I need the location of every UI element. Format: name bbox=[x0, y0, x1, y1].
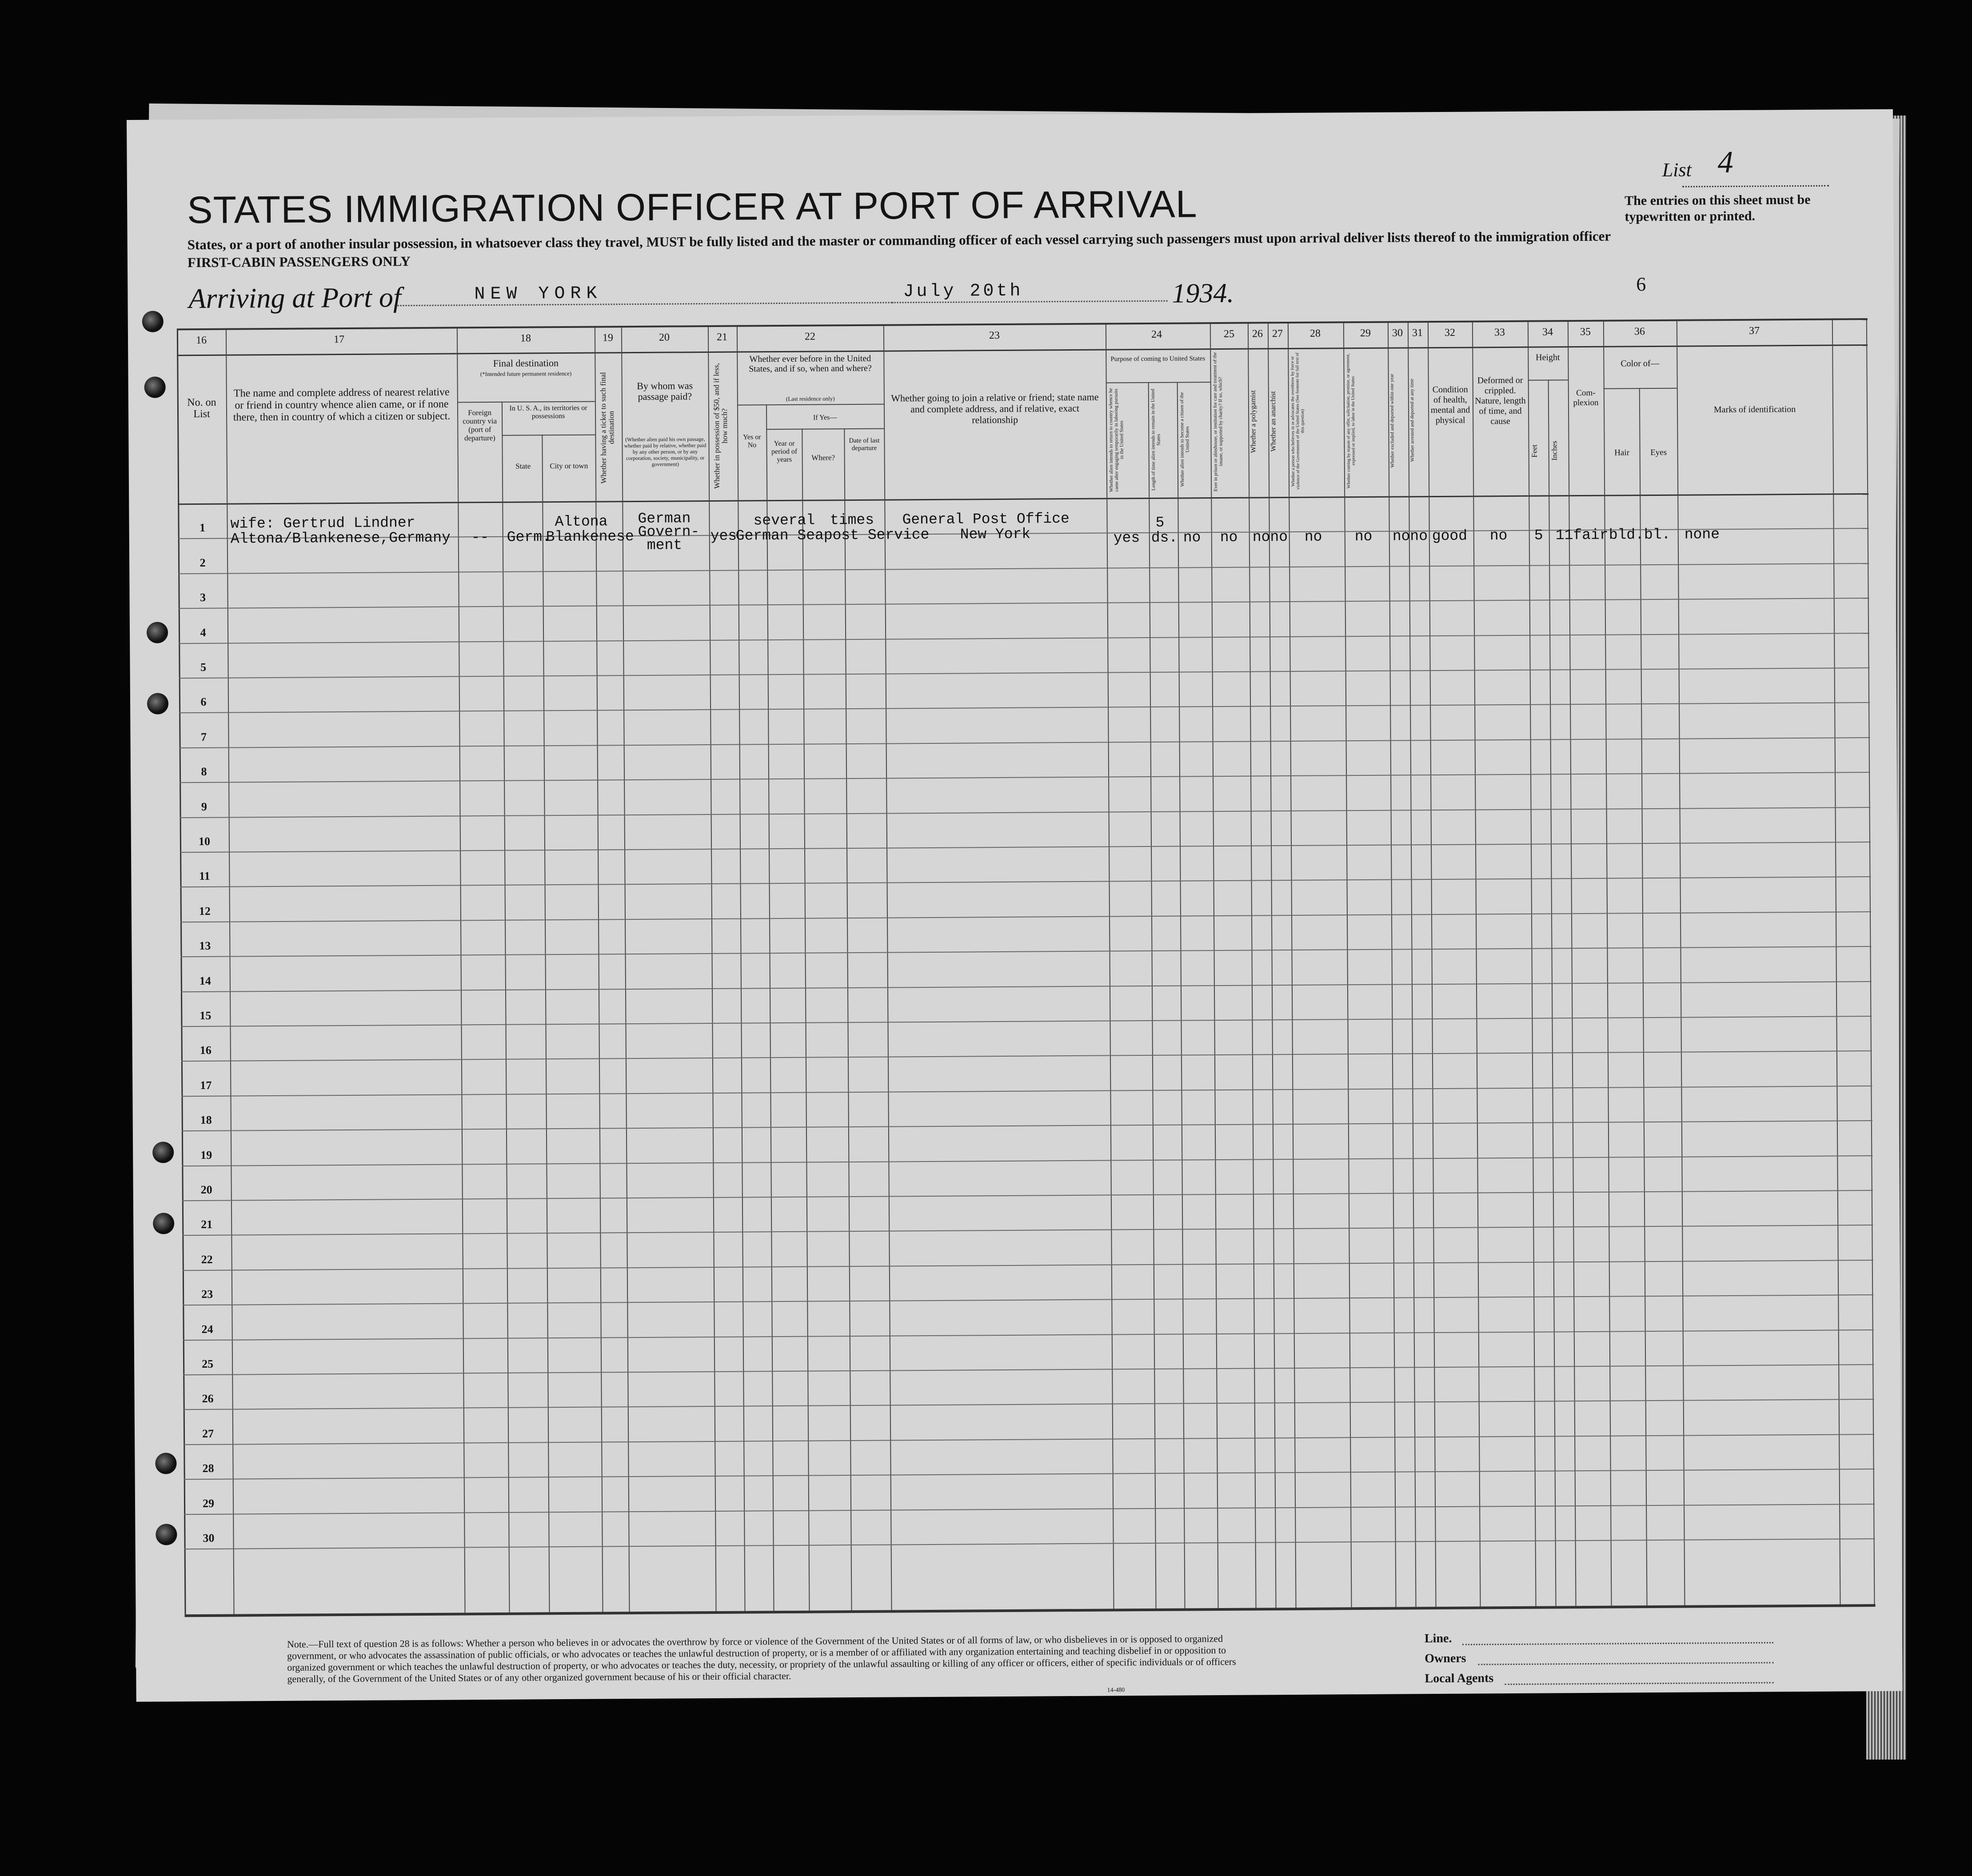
table-row-rule bbox=[180, 911, 1871, 922]
row-number: 27 bbox=[202, 1427, 214, 1440]
table-row-rule bbox=[181, 1050, 1872, 1062]
port-value: NEW YORK bbox=[474, 283, 603, 305]
col-num: 25 bbox=[1223, 328, 1235, 340]
col-line bbox=[1408, 323, 1417, 1607]
col-num: 18 bbox=[520, 332, 531, 344]
col-line bbox=[1677, 321, 1685, 1605]
col-header-date-departure: Date of last departure bbox=[849, 437, 880, 452]
col-header-q28: Whether a person who believes in or advocates the overthrow by force or violence of the Government of the United States (See footnote for full text of this question) bbox=[1290, 352, 1305, 490]
entry-foreign-via: -- bbox=[471, 529, 489, 546]
entry-city-line-2: Blankenese bbox=[546, 528, 634, 546]
col-num: 19 bbox=[602, 332, 614, 344]
col-num: 27 bbox=[1272, 328, 1283, 340]
entry-length-line-1: 5 bbox=[1155, 514, 1165, 531]
entry-q29: no bbox=[1354, 528, 1373, 545]
table-row-rule bbox=[184, 1538, 1875, 1549]
row-number: 16 bbox=[200, 1044, 212, 1057]
entry-paid-line-2: Govern- bbox=[638, 523, 700, 540]
manifest-table bbox=[177, 318, 1876, 1617]
col-header-relative: The name and complete address of nearest relative or friend in country whence alien came, or if none there, then in country of which a citizen or subject. bbox=[233, 386, 451, 423]
line-rule bbox=[1462, 1642, 1773, 1645]
entry-relative-line-1: wife: Gertrud Lindner bbox=[230, 515, 415, 532]
entry-marks: none bbox=[1684, 526, 1720, 543]
form-number: 14-480 bbox=[1107, 1687, 1125, 1694]
list-number: 4 bbox=[1717, 145, 1733, 180]
local-agents-label: Local Agents bbox=[1425, 1671, 1494, 1686]
row-number: 21 bbox=[201, 1218, 213, 1231]
col-header-prison: Ever in prison or almshouse, or institution for care and treatment of the insane, or supported by charity? If so, which? bbox=[1212, 352, 1224, 491]
col-header-yes-no: Yes or No bbox=[743, 433, 761, 449]
col-header-no-on-list: No. on List bbox=[187, 396, 216, 420]
intro-line-2: FIRST-CABIN PASSENGERS ONLY bbox=[187, 253, 411, 271]
table-row-rule bbox=[183, 1364, 1874, 1375]
entry-q30-31: nono bbox=[1392, 528, 1428, 545]
col-header-anarchist: Whether an anarchist bbox=[1269, 391, 1277, 452]
col-line bbox=[502, 402, 510, 1613]
row-number: 20 bbox=[200, 1183, 212, 1197]
entry-relative-line-2: Altona/Blankenese,Germany bbox=[230, 529, 451, 547]
col-line bbox=[1210, 324, 1219, 1608]
col-line bbox=[1268, 323, 1277, 1608]
row-number: 9 bbox=[201, 800, 208, 813]
table-row-rule bbox=[181, 1016, 1872, 1027]
entries-note: The entries on this sheet must be typewritten or printed. bbox=[1625, 192, 1811, 224]
row-number: 14 bbox=[199, 974, 211, 987]
col-header-passage-paid: By whom was passage paid? bbox=[637, 380, 693, 402]
col-header-inches: Inches bbox=[1550, 441, 1559, 461]
table-row-rule bbox=[182, 1120, 1872, 1131]
table-row-rule bbox=[184, 1434, 1874, 1445]
col-header-ever-before: Whether ever before in the United States, and if so, when and where? bbox=[749, 353, 872, 374]
col-num: 31 bbox=[1412, 327, 1423, 339]
col-line bbox=[1832, 320, 1841, 1605]
col-header-year-period: Year or period of years bbox=[771, 439, 798, 464]
entry-before-line-2: German Seapost Service bbox=[735, 526, 930, 544]
owners-rule bbox=[1478, 1662, 1773, 1665]
page-number: 6 bbox=[1636, 273, 1646, 295]
col-header-deformed: Deformed or crippled. Nature, length of time, and cause bbox=[1475, 375, 1526, 427]
row-number: 6 bbox=[200, 695, 207, 709]
entry-before-line-1: several times bbox=[753, 511, 874, 529]
col-header-excluded: Whether excluded and deported within one year bbox=[1389, 373, 1395, 468]
entry-q28: no bbox=[1304, 528, 1322, 545]
table-row-rule bbox=[179, 702, 1870, 713]
table-row-rule bbox=[182, 1225, 1873, 1236]
arriving-label: Arriving at Port of bbox=[188, 281, 401, 315]
col-line bbox=[457, 328, 466, 1613]
header-rule bbox=[178, 493, 1868, 505]
col-header-final-destination-sub: (*Intended future permanent residence) bbox=[480, 370, 572, 378]
row-number: 24 bbox=[201, 1322, 213, 1336]
table-row-rule bbox=[183, 1260, 1873, 1271]
col-num: 36 bbox=[1634, 326, 1645, 338]
col-header-health: Condition of health, mental and physical bbox=[1430, 384, 1470, 426]
row-number: 8 bbox=[201, 765, 207, 778]
entry-paid-line-1: German bbox=[638, 510, 691, 527]
col-line bbox=[1472, 323, 1481, 1607]
row-number: 17 bbox=[200, 1078, 212, 1092]
entry-paid-line-3: ment bbox=[647, 537, 683, 554]
col-num: 16 bbox=[196, 334, 207, 347]
date-value: July 20th bbox=[903, 281, 1023, 302]
row-number: 19 bbox=[200, 1148, 212, 1162]
row-number: 18 bbox=[200, 1114, 212, 1127]
col-header-purpose-length: Length of time alien intends to remain in the United States bbox=[1150, 389, 1162, 491]
row-number: 12 bbox=[199, 904, 211, 918]
col-header-final-destination: Final destination bbox=[493, 357, 559, 369]
table-row-rule bbox=[184, 1469, 1875, 1480]
table-row-rule bbox=[178, 563, 1869, 574]
column-number-rule bbox=[177, 344, 1868, 356]
row-number: 28 bbox=[202, 1462, 214, 1475]
col-line bbox=[1603, 322, 1612, 1606]
col-header-join-relative: Whether going to join a relative or friend; state name and complete address, and if relative, exact relationship bbox=[891, 391, 1099, 426]
col-header-color-of: Color of— bbox=[1621, 358, 1660, 369]
col-header-in-usa: In U. S. A., its territories or possessions bbox=[509, 404, 587, 420]
col-header-q29: Whether coming by reason of any offer, solicitation, promise, or agreement, expressed or implied, to labor in the United States bbox=[1345, 353, 1356, 489]
binder-hole bbox=[142, 311, 164, 332]
header-subrule bbox=[502, 435, 595, 436]
header-subrule bbox=[1528, 379, 1568, 381]
binder-hole bbox=[152, 1142, 174, 1163]
row-number: 7 bbox=[200, 730, 207, 743]
col-num: 35 bbox=[1580, 326, 1591, 338]
col-header-city: City or town bbox=[550, 461, 588, 471]
row-number: 30 bbox=[203, 1531, 215, 1545]
col-header-hair: Hair bbox=[1614, 448, 1630, 458]
row-number: 1 bbox=[200, 521, 206, 535]
table-row-rule bbox=[183, 1294, 1873, 1305]
binder-hole bbox=[155, 1453, 176, 1474]
header-subrule bbox=[1106, 382, 1210, 383]
entry-polygamist-anarchist: nono bbox=[1252, 529, 1288, 546]
manifest-sheet bbox=[127, 109, 1903, 1702]
binder-hole bbox=[156, 1524, 177, 1545]
col-header-purpose-citizen: Whether alien intends to become a citizen of the United States bbox=[1179, 392, 1190, 487]
col-header-marks: Marks of identification bbox=[1713, 404, 1796, 415]
table-row-rule bbox=[180, 807, 1871, 818]
col-line bbox=[844, 428, 852, 1610]
col-line bbox=[1388, 323, 1397, 1607]
entry-city-line-1: Altona bbox=[555, 513, 608, 531]
binder-hole bbox=[144, 376, 166, 398]
col-line bbox=[708, 327, 717, 1611]
col-header-where: Where? bbox=[811, 453, 835, 462]
col-header-feet: Feet bbox=[1530, 444, 1539, 458]
intro-text bbox=[188, 227, 1654, 271]
col-line bbox=[1177, 382, 1186, 1609]
col-header-purpose: Purpose of coming to United States bbox=[1110, 355, 1206, 363]
col-header-foreign-via: Foreign country via (port of departure) bbox=[463, 408, 497, 443]
entry-citizen: no bbox=[1183, 529, 1201, 546]
col-line bbox=[1288, 323, 1297, 1608]
row-number: 22 bbox=[201, 1253, 213, 1266]
col-num: 22 bbox=[804, 331, 816, 343]
col-header-complexion: Com-plexion bbox=[1573, 388, 1599, 408]
table-row-rule bbox=[179, 667, 1870, 679]
table-row-rule bbox=[181, 946, 1872, 957]
col-num: 24 bbox=[1151, 328, 1162, 340]
col-line bbox=[1106, 325, 1114, 1609]
entry-hair-eyes: bld.bl. bbox=[1609, 526, 1671, 543]
entry-health: good bbox=[1432, 527, 1468, 545]
header-subrule bbox=[737, 404, 884, 406]
entry-deformed: no bbox=[1489, 527, 1508, 544]
col-line bbox=[1343, 323, 1352, 1607]
col-num: 34 bbox=[1542, 326, 1553, 338]
owners-label: Owners bbox=[1425, 1651, 1466, 1666]
table-row-rule bbox=[184, 1504, 1875, 1515]
row-number: 4 bbox=[200, 626, 206, 639]
col-num: 28 bbox=[1309, 327, 1321, 339]
col-header-height: Height bbox=[1536, 352, 1560, 363]
table-row-rule bbox=[180, 737, 1870, 748]
binder-hole bbox=[153, 1213, 174, 1234]
table-row-rule bbox=[180, 772, 1870, 783]
header-subrule bbox=[766, 428, 884, 430]
col-header-if-yes: If Yes— bbox=[813, 414, 837, 422]
col-line bbox=[1428, 323, 1437, 1607]
col-line bbox=[621, 327, 630, 1612]
entry-return: yes bbox=[1113, 530, 1140, 547]
row-number: 15 bbox=[200, 1009, 212, 1022]
entry-inches-complexion: 11fair bbox=[1555, 527, 1609, 544]
entry-feet: 5 bbox=[1534, 527, 1543, 544]
col-line bbox=[1568, 322, 1577, 1606]
entry-has-fifty: yes bbox=[710, 527, 737, 544]
entry-prison: no bbox=[1220, 529, 1238, 546]
col-line bbox=[1248, 324, 1257, 1608]
row-number: 13 bbox=[199, 939, 211, 953]
col-line bbox=[1548, 379, 1557, 1606]
col-line bbox=[737, 327, 746, 1611]
intro-line-1: States, or a port of another insular possession, in whatsoever class they travel, MUST be fully listed and the master or commanding officer of each vessel carrying such passengers must upon arrival deliver lists thereof to the immigration officer bbox=[187, 228, 1611, 253]
col-num: 32 bbox=[1444, 327, 1456, 339]
row-number: 23 bbox=[201, 1288, 213, 1301]
footnote: Note.—Full text of question 28 is as follows: Whether a person who believes in or advocates the overthrow by force or violence of the Government of the United States or of all forms of law, or who disbelieves in or is opposed to organized government, or who advocates the assassination of public officials, or who advocates or teaches the unlawful destruction of property, or is a member of or affiliated with any organization entertaining and teaching disbelief in or opposition to organized government or which teaches the unlawful destruction of property, or who advocates or teaches the duty, necessity, or propriety of the unlawful assaulting or killing of any officer or officers, either of specific individuals or of officers generally, of the Government of the United States or of any other organized government because of his or their official character. bbox=[287, 1633, 1236, 1684]
col-num: 23 bbox=[989, 330, 1000, 342]
table-row-rule bbox=[183, 1329, 1874, 1341]
col-header-polygamist: Whether a polygamist bbox=[1249, 390, 1257, 453]
col-num: 26 bbox=[1252, 328, 1263, 340]
col-line bbox=[883, 326, 892, 1610]
table-row-rule bbox=[181, 981, 1872, 992]
header-subrule bbox=[1604, 388, 1677, 389]
row-number: 25 bbox=[202, 1357, 214, 1371]
entry-join-line-1: General Post Office bbox=[902, 511, 1070, 528]
binder-hole bbox=[147, 622, 168, 643]
row-number: 29 bbox=[202, 1497, 215, 1510]
col-header-state: State bbox=[515, 462, 531, 471]
col-line bbox=[1528, 322, 1537, 1606]
table-row-rule bbox=[182, 1155, 1872, 1166]
binder-hole bbox=[147, 693, 168, 714]
table-row-rule bbox=[182, 1190, 1873, 1201]
col-header-arrested: Whether arrested and deported at any time bbox=[1409, 379, 1415, 462]
year-value: 1934. bbox=[1172, 278, 1234, 309]
line-label: Line. bbox=[1424, 1631, 1452, 1646]
row-number: 10 bbox=[198, 834, 211, 848]
header-subrule bbox=[457, 401, 595, 403]
col-header-eyes: Eyes bbox=[1650, 447, 1667, 458]
col-header-passage-paid-sub: (Whether alien paid his own passage, whether paid by relative, whether paid by any other person, or by any corporation, society, municipality, or government) bbox=[624, 436, 707, 467]
col-line bbox=[1148, 382, 1157, 1609]
col-line bbox=[1866, 320, 1875, 1604]
table-row-rule bbox=[180, 842, 1871, 853]
col-line bbox=[1639, 388, 1648, 1605]
row-number: 26 bbox=[202, 1392, 214, 1405]
list-label: List bbox=[1662, 159, 1692, 181]
col-line bbox=[766, 404, 774, 1611]
table-row-rule bbox=[180, 876, 1871, 887]
col-num: 30 bbox=[1392, 327, 1403, 339]
col-line bbox=[802, 429, 810, 1611]
row-number: 11 bbox=[199, 870, 210, 883]
table-row-rule bbox=[179, 633, 1869, 644]
entry-state: Germ. bbox=[507, 529, 551, 546]
col-num: 21 bbox=[716, 331, 728, 343]
col-num: 17 bbox=[333, 334, 345, 346]
row-number: 2 bbox=[200, 556, 206, 569]
entry-length-line-2: ds. bbox=[1151, 529, 1178, 546]
port-line bbox=[395, 302, 892, 306]
col-num: 37 bbox=[1748, 325, 1760, 337]
col-header-fifty-dollars: Whether in possession of $50, and if less, how much? bbox=[712, 363, 729, 489]
col-header-ticket: Whether having a ticket to such final destination bbox=[599, 371, 616, 484]
col-num: 29 bbox=[1360, 327, 1371, 339]
col-num: 20 bbox=[659, 331, 670, 343]
col-header-purpose-return: Whether alien intends to return to country whence he came after engaging temporarily in laboring pursuits in the United States bbox=[1108, 388, 1125, 492]
page-title: STATES IMMIGRATION OFFICER AT PORT OF ARRIVAL bbox=[187, 183, 1198, 232]
row-number: 5 bbox=[200, 660, 207, 674]
col-header-ever-before-sub: (Last residence only) bbox=[786, 395, 835, 402]
table-row-rule bbox=[184, 1399, 1874, 1410]
list-dotted-line bbox=[1682, 185, 1829, 188]
table-row-rule bbox=[179, 598, 1869, 609]
row-number: 3 bbox=[200, 591, 206, 604]
local-agents-rule bbox=[1505, 1682, 1774, 1685]
entry-join-line-2: New York bbox=[960, 526, 1031, 543]
table-row-rule bbox=[181, 1086, 1872, 1097]
col-num: 33 bbox=[1494, 327, 1505, 339]
